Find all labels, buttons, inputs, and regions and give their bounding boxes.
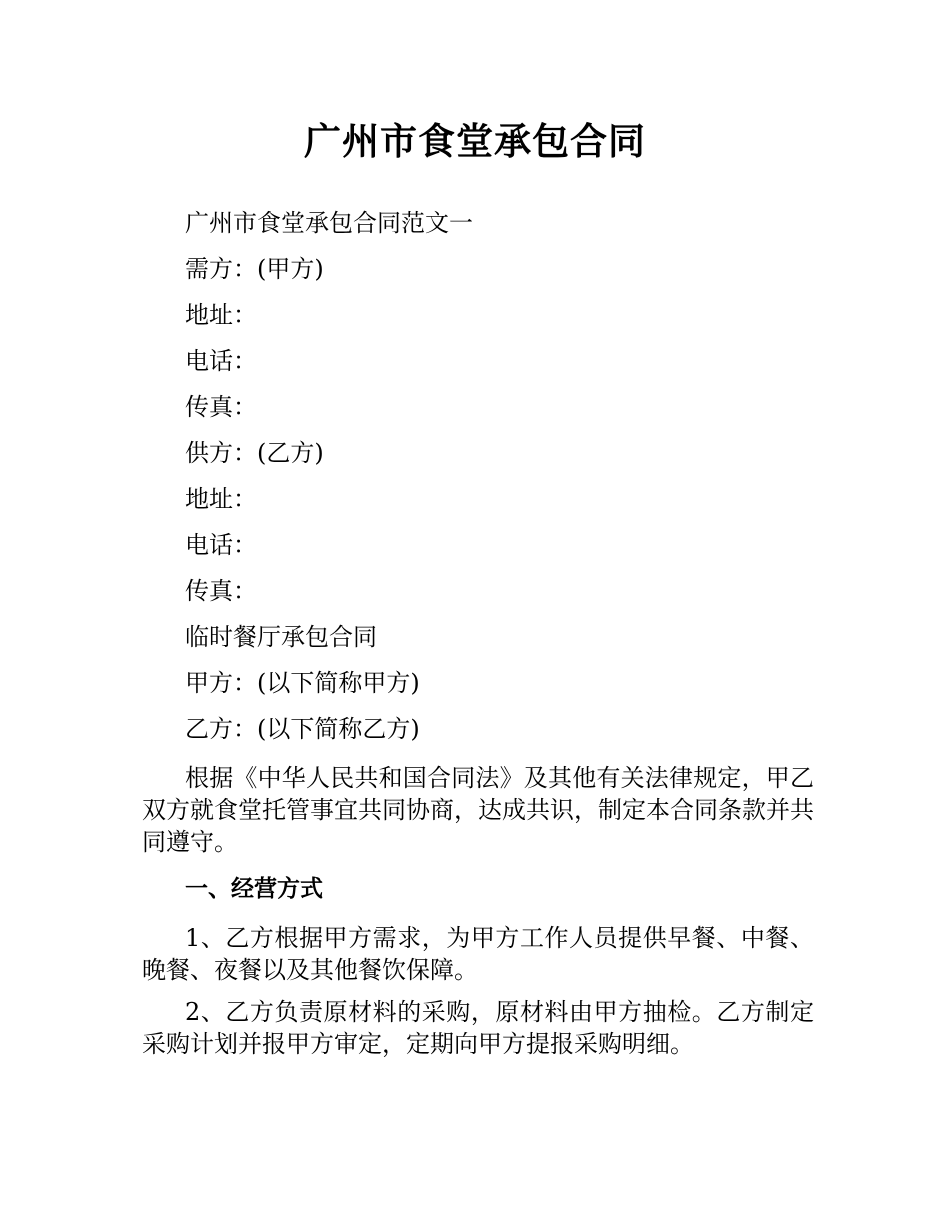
document-body bbox=[142, 200, 814, 1068]
document-title: 广州市食堂承包合同 bbox=[304, 120, 646, 163]
party-b-line: 乙方：(以下简称乙方) bbox=[185, 715, 420, 743]
section-heading-business-mode: 一、经营方式 bbox=[185, 876, 323, 902]
buyer-phone-line: 电话： bbox=[185, 347, 257, 375]
supplier-address-line: 地址： bbox=[185, 485, 257, 513]
buyer-party-line: 需方：(甲方) bbox=[185, 255, 324, 283]
party-a-line: 甲方：(以下简称甲方) bbox=[185, 669, 420, 697]
buyer-fax-line: 传真： bbox=[185, 393, 257, 421]
contract-subtitle: 广州市食堂承包合同范文一 bbox=[185, 209, 473, 237]
supplier-phone-line: 电话： bbox=[185, 531, 257, 559]
supplier-party-line: 供方：(乙方) bbox=[185, 439, 324, 467]
supplier-fax-line: 传真： bbox=[185, 577, 257, 605]
intro-paragraph: 根据《中华人民共和国合同法》及其他有关法律规定，甲乙双方就食堂托管事宜共同协商，达成共识，制定本合同条款并共同遵守。 bbox=[142, 764, 814, 856]
contract-name-line: 临时餐厅承包合同 bbox=[185, 623, 377, 651]
clause-1: 1、乙方根据甲方需求，为甲方工作人员提供早餐、中餐、晚餐、夜餐以及其他餐饮保障。 bbox=[142, 924, 814, 984]
buyer-address-line: 地址： bbox=[185, 301, 257, 329]
clause-2: 2、乙方负责原材料的采购，原材料由甲方抽检。乙方制定采购计划并报甲方审定，定期向甲方提报采购明细。 bbox=[142, 998, 814, 1058]
